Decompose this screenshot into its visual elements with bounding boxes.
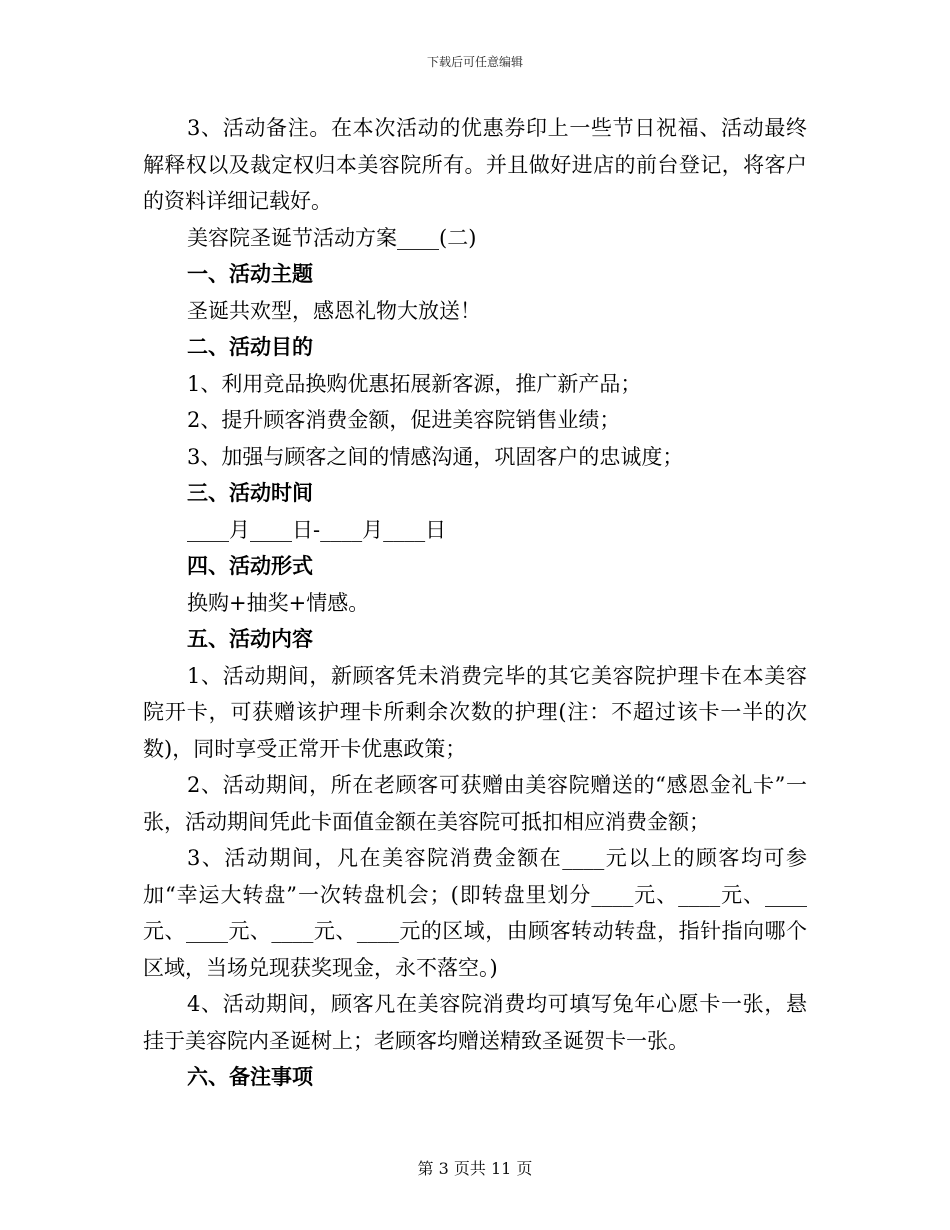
header-note: 下载后可任意编辑 [426, 55, 523, 69]
paragraph-theme: 圣诞共欢型，感恩礼物大放送！ [187, 298, 481, 323]
heading-format: 四、活动形式 [187, 554, 313, 578]
paragraph-time: ____月____日-____月____日 [187, 517, 447, 542]
list-item-purpose-3: 3、加强与顾客之间的情感沟通，巩固客户的忠诚度； [187, 444, 684, 469]
heading-content: 五、活动内容 [187, 627, 313, 651]
list-item-content-4: 4、活动期间，顾客凡在美容院消费均可填写兔年心愿卡一张，悬挂于美容院内圣诞树上；老顾客均赠送精致圣诞贺卡一张。 [143, 992, 807, 1053]
paragraph-format: 换购+抽奖+情感。 [187, 590, 370, 615]
list-item-content-1: 1、活动期间，新顾客凭未消费完毕的其它美容院护理卡在本美容院开卡，可获赠该护理卡所剩余次数的护理(注：不超过该卡一半的次数)，同时享受正常开卡优惠政策； [143, 663, 807, 761]
list-item-purpose-2: 2、提升顾客消费金额，促进美容院销售业绩； [187, 408, 621, 432]
paragraph-activity-note: 3、活动备注。在本次活动的优惠券印上一些节日祝福、活动最终解释权以及裁定权归本美容院所有。并且做好进店的前台登记，将客户的资料详细记载好。 [143, 116, 807, 213]
list-item-content-2: 2、活动期间，所在老顾客可获赠由美容院赠送的“感恩金礼卡”一张，活动期间凭此卡面值金额在美容院可抵扣相应消费金额； [143, 773, 807, 834]
list-item-purpose-1: 1、利用竞品换购优惠拓展新客源，推广新产品； [187, 371, 642, 396]
section-subtitle: 美容院圣诞节活动方案____(二) [187, 225, 477, 250]
document-body [143, 110, 807, 1096]
heading-remarks: 六、备注事项 [187, 1065, 313, 1089]
page-number: 第 3 页共 11 页 [417, 1159, 533, 1178]
heading-time: 三、活动时间 [187, 481, 313, 505]
heading-purpose: 二、活动目的 [187, 335, 313, 359]
list-item-content-3: 3、活动期间，凡在美容院消费金额在____元以上的顾客均可参加“幸运大转盘”一次转盘机会；(即转盘里划分____元、____元、____元、____元、____元、____元的区域，由顾客转动转盘，指针指向哪个区域，当场兑现获奖现金，永不落空。) [143, 846, 807, 980]
heading-theme: 一、活动主题 [187, 262, 313, 286]
